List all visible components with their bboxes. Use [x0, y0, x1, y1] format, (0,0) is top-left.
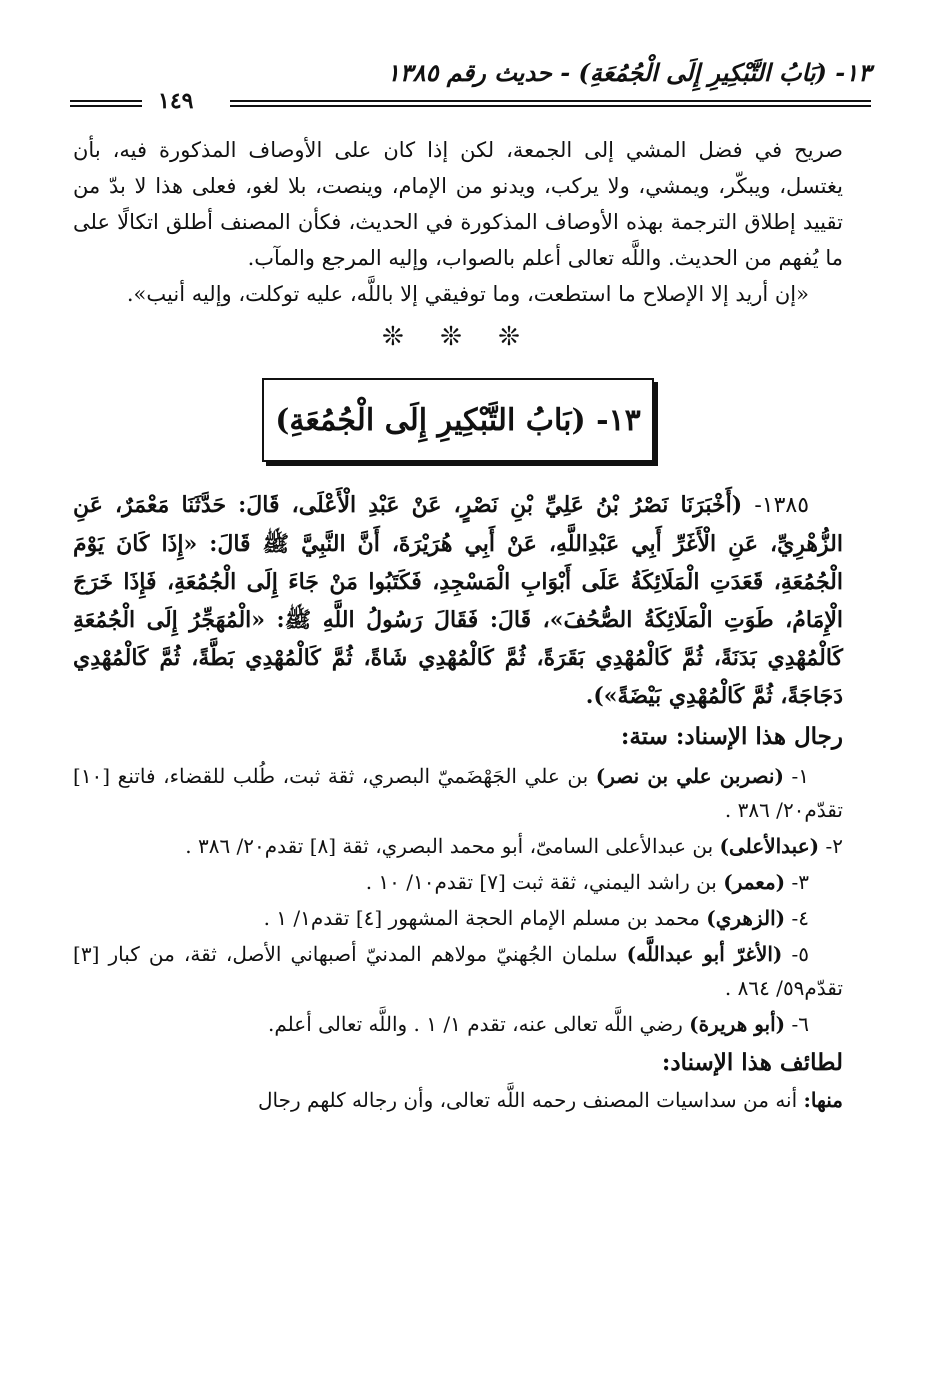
header-title: ١٣- (بَابُ التَّبْكِيرِ إِلَى الْجُمُعَةِ) - حديث رقم ١٣٨٥ [386, 58, 871, 87]
header-rule-left [70, 100, 142, 107]
page-number: ١٤٩ [158, 88, 194, 114]
narrator-name: (عبدالأعلى) [719, 834, 820, 858]
page-body [73, 132, 843, 1117]
narrator-details: بن راشد اليمني، ثقة ثبت [٧] تقدم١٠/ ١٠ . [365, 870, 717, 894]
narrator-item [73, 829, 843, 863]
hadith-number: ١٣٨٥- [754, 493, 810, 518]
narrators-list [73, 759, 843, 1041]
narrator-name: (نصربن علي بن نصر) [595, 764, 784, 788]
narrator-number: ٣- [791, 870, 809, 894]
narrator-number: ٦- [791, 1012, 809, 1036]
header-rule-right [230, 100, 871, 107]
subtleties-text [73, 1083, 843, 1117]
subtleties-lead: منها: [803, 1088, 843, 1112]
narrator-name: (أبو هريرة) [689, 1012, 786, 1036]
narrator-name: (الزهري) [706, 906, 786, 930]
narrator-details: رضي اللَّه تعالى عنه، تقدم ١/ ١ . واللَّه تعالى أعلم. [267, 1012, 683, 1036]
narrator-number: ٤- [791, 906, 809, 930]
narrator-item [73, 937, 843, 1005]
subtleties-body: أنه من سداسيات المصنف رحمه اللَّه تعالى، وأن رجاله كلهم رجال [258, 1088, 798, 1112]
narrator-details: سلمان الجُهنيّ مولاهم المدنيّ أصبهاني الأصل، ثقة، من كبار [٣] تقدّم٥٩/ ٨٦٤ . [73, 942, 843, 1000]
narrator-details: بن علي الجَهْضَميّ البصري، ثقة ثبت، طُلب للقضاء، فاتنع [١٠] تقدّم٢٠/ ٣٨٦ . [73, 764, 843, 822]
intro-paragraph: صريح في فضل المشي إلى الجمعة، لكن إذا كان على الأوصاف المذكورة فيه، بأن يغتسل، ويبكّر، ويمشي، ولا يركب، ويدنو من الإمام، وينصت، بلا لغو، فعلى هذا لا بدّ من تقييد إطلاق الترجمة بهذه الأوصاف المذكورة في الحديث، فكأن المصنف أطلق اتكالًا على ما يُفهم من الحديث. واللَّه تعالى أعلم بالصواب، وإليه المرجع والمآب. [73, 138, 843, 270]
hadith-text [73, 486, 843, 715]
narrator-item [73, 1007, 843, 1041]
narrator-item [73, 865, 843, 899]
chapter-title: ١٣- (بَابُ التَّبْكِيرِ إِلَى الْجُمُعَةِ) [262, 378, 654, 462]
narrator-item [73, 759, 843, 827]
narrator-item [73, 901, 843, 935]
closing-quote: «إن أريد إلا الإصلاح ما استطعت، وما توفيقي إلا باللَّه، عليه توكلت، وإليه أنيب». [126, 282, 809, 306]
narrator-name: (معمر) [723, 870, 786, 894]
narrator-name: (الأغرّ أبو عبداللَّه) [626, 942, 783, 966]
narrators-heading: رجال هذا الإسناد: ستة: [620, 723, 843, 750]
subtleties-heading: لطائف هذا الإسناد: [661, 1049, 843, 1076]
narrator-details: بن عبدالأعلى السامىّ، أبو محمد البصري، ثقة [٨] تقدم٢٠/ ٣٨٦ . [185, 834, 714, 858]
narrator-number: ٥- [791, 942, 809, 966]
narrator-number: ١- [791, 764, 809, 788]
running-header [70, 58, 871, 114]
section-separator: ❊ ❊ ❊ [382, 322, 534, 352]
hadith-body: (أَخْبَرَنَا نَصْرُ بْنُ عَلِيِّ بْنِ نَصْرٍ، عَنْ عَبْدِ الْأَعْلَى، قَالَ: حَدَّثَنَا مَعْمَرٌ، عَنِ الزُّهْرِيِّ، عَنِ الْأَغَرِّ أَبِي عَبْدِاللَّهِ، عَنْ أَبِي هُرَيْرَةَ، أَنَّ النَّبِيَّ ﷺ قَالَ: «إِذَا كَانَ يَوْمَ الْجُمُعَةِ، قَعَدَتِ الْمَلَائِكَةُ عَلَى أَبْوَابِ الْمَسْجِدِ، فَكَتَبُوا مَنْ جَاءَ إِلَى الْجُمُعَةِ، فَإِذَا خَرَجَ الْإِمَامُ، طَوَتِ الْمَلَائِكَةُ الصُّحُفَ»، قَالَ: فَقَالَ رَسُولُ اللَّهِ ﷺ: «الْمُهَجِّرُ إِلَى الْجُمُعَةِ كَالْمُهْدِي بَدَنَةً، ثُمَّ كَالْمُهْدِي بَقَرَةً، ثُمَّ كَالْمُهْدِي شَاةً، ثُمَّ كَالْمُهْدِي بَطَّةً، ثُمَّ كَالْمُهْدِي دَجَاجَةً، ثُمَّ كَالْمُهْدِي بَيْضَةً»). [73, 492, 843, 709]
narrator-number: ٢- [825, 834, 843, 858]
narrator-details: محمد بن مسلم الإمام الحجة المشهور [٤] تقدم١/ ١ . [263, 906, 700, 930]
